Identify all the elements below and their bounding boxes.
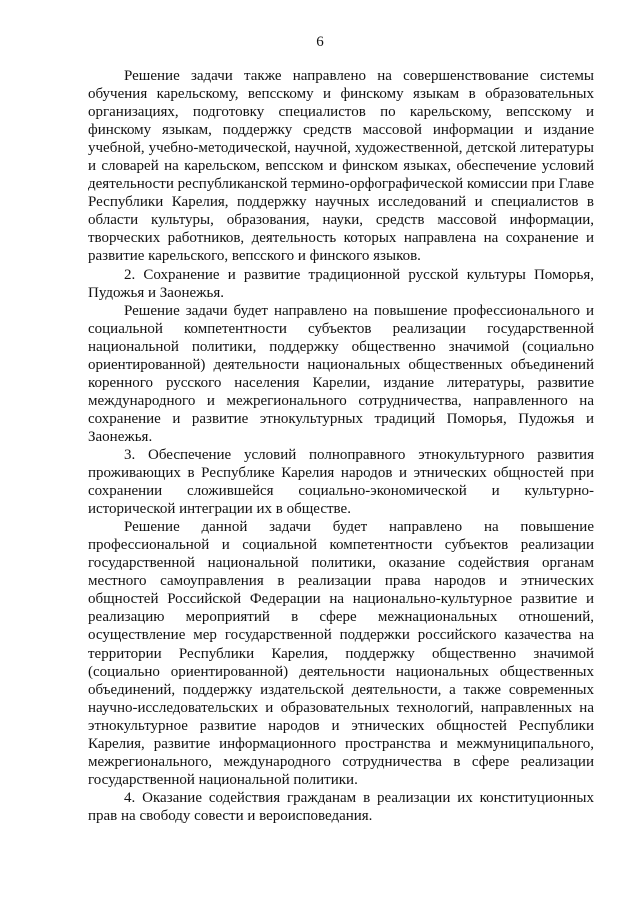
document-body [88,67,594,825]
paragraph-task-4-heading: 4. Оказание содействия гражданам в реализации их конституционных прав на свободу совести и вероисповедания. [88,789,594,824]
paragraph-task-3-heading: 3. Обеспечение условий полноправного этнокультурного развития проживающих в Республике Карелия народов и этнических общностей при сохранении сложившейся социально-экономической и культурно-исторической интеграции их в обществе. [88,446,594,518]
paragraph-russian-culture-task: Решение задачи будет направлено на повышение профессионального и социальной компетентности субъектов реализации государственной национальной политики, поддержку общественно значимой (социально ориентированной) деятельности национальных общественных объединений коренного русского населения Карелии, издание литературы, развитие международного и межрегионального сотрудничества, направленного на сохранение и развитие этнокультурных традиций Поморья, Пудожья и Заонежья. [88,302,594,445]
paragraph-task-2-heading: 2. Сохранение и развитие традиционной русской культуры Поморья, Пудожья и Заонежья. [88,266,594,301]
paragraph-languages-task: Решение задачи также направлено на совершенствование системы обучения карельскому, вепсскому и финскому языкам в образовательных организациях, подготовку специалистов по карельскому, вепсскому и финскому языкам, поддержку средств массовой информации и издание учебной, учебно-методической, научной, художественной, детской литературы и словарей на карельском, вепсском и финском языках, обеспечение условий деятельности республиканской термино-орфографической комиссии при Главе Республики Карелия, поддержку научных исследований и специалистов в области культуры, образования, науки, средств массовой информации, творческих работников, деятельность которых направлена на сохранение и развитие карельского, вепсского и финского языков. [88,68,594,265]
paragraph-ethnocultural-task: Решение данной задачи будет направлено на повышение профессиональной и социальной компетентности субъектов реализации государственной национальной политики, оказание содействия органам местного самоуправления в реализации права народов и этнических общностей Российской Федерации на национально-культурное развитие и реализацию мероприятий в сфере межнациональных отношений, осуществление мер государственной поддержки российского казачества на территории Республики Карелия, поддержку общественно значимой (социально ориентированной) деятельности национальных общественных объединений, поддержку издательской деятельности, а также современных научно-исследовательских и образовательных технологий, направленных на этнокультурное развитие народов и этнических общностей Республики Карелия, развитие информационного пространства и межмуниципального, межрегионального, международного сотрудничества в сфере реализации государственной национальной политики. [88,519,594,788]
page-number: 6 [316,34,324,50]
